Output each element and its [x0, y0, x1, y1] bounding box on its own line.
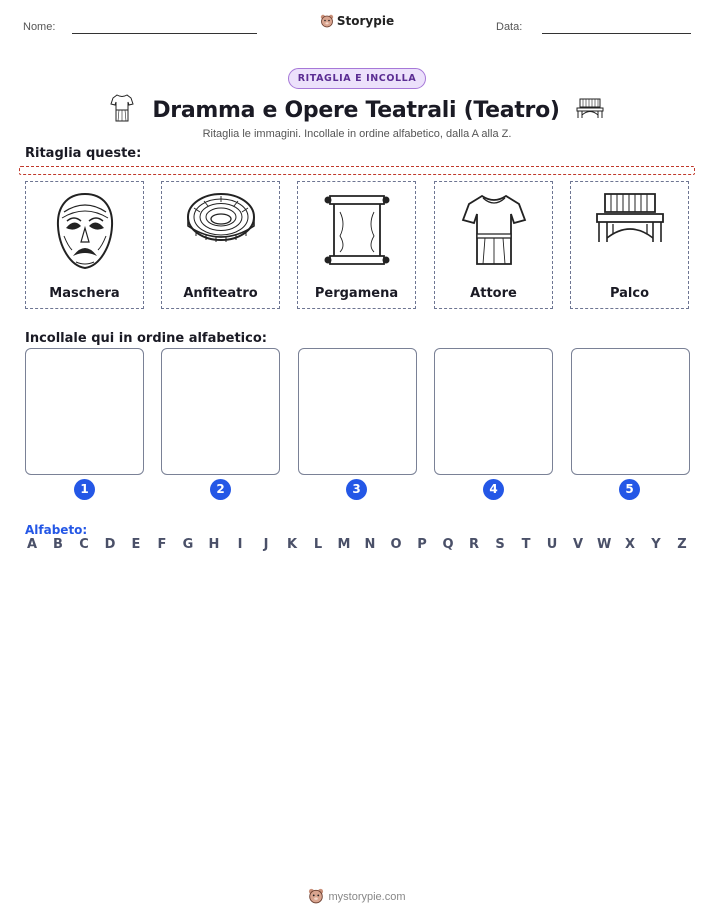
cut-card-palco[interactable] [570, 181, 689, 309]
alphabet-letter: O [390, 537, 402, 552]
cut-card-anfiteatro[interactable] [161, 181, 280, 309]
card-label: Attore [470, 286, 517, 301]
alphabet-letter: B [53, 537, 63, 552]
alphabet-letter: U [546, 537, 558, 552]
alphabet-letter: Y [651, 537, 661, 552]
footer [0, 888, 714, 907]
date-line [542, 33, 691, 34]
date-label: Data: [496, 21, 523, 33]
alphabet-letter: P [417, 537, 427, 552]
alphabet-letter: W [597, 537, 612, 552]
theatre-mask-icon [48, 190, 122, 272]
alphabet-label: Alfabeto: [25, 523, 88, 537]
paste-slot-1[interactable] [25, 348, 144, 475]
alphabet-letter: Z [677, 537, 687, 552]
tunic-icon [110, 93, 134, 127]
alphabet-letter: E [131, 537, 141, 552]
bear-icon [308, 888, 324, 907]
card-label: Palco [609, 286, 650, 301]
slot-number: 1 [74, 479, 95, 500]
alphabet-letter: F [157, 537, 167, 552]
name-line [72, 33, 257, 34]
alphabet-letter: N [364, 537, 376, 552]
paste-slot-2[interactable] [161, 348, 280, 475]
card-label: Pergamena [314, 286, 399, 301]
page-title: Dramma e Opere Teatrali (Teatro) [152, 97, 560, 123]
alphabet-letter: A [26, 537, 38, 552]
slot-number: 2 [210, 479, 231, 500]
alphabet-letter: V [572, 537, 584, 552]
alphabet-letter: H [208, 537, 220, 552]
tunic-icon [457, 190, 531, 272]
instructions: Ritaglia le immagini. Incollale in ordine alfabetico, dalla A alla Z. [202, 128, 512, 140]
brand-name: Storypie [336, 14, 395, 28]
alphabet-letter: K [286, 537, 298, 552]
slot-number: 4 [483, 479, 504, 500]
brand-logo [0, 14, 714, 31]
scroll-icon [320, 190, 394, 272]
alphabet-letter: X [624, 537, 636, 552]
paste-slot-3[interactable] [298, 348, 417, 475]
alphabet-letter: D [104, 537, 116, 552]
header [0, 10, 714, 40]
paste-slot-4[interactable] [434, 348, 553, 475]
cut-section-label: Ritaglia queste: [25, 146, 142, 161]
title-row [0, 93, 714, 125]
paste-slot-5[interactable] [571, 348, 690, 475]
activity-badge: RITAGLIA E INCOLLA [288, 68, 427, 89]
alphabet-letter: R [468, 537, 479, 552]
slot-number: 3 [346, 479, 367, 500]
cut-guide-line [19, 166, 695, 175]
alphabet-letter: T [521, 537, 531, 552]
alphabet-letter: M [337, 537, 351, 552]
badge-wrap [0, 66, 714, 89]
alphabet-letter: L [313, 537, 323, 552]
cut-card-maschera[interactable] [25, 181, 144, 309]
cut-card-attore[interactable] [434, 181, 553, 309]
card-label: Anfiteatro [183, 286, 258, 301]
paste-section-label: Incollale qui in ordine alfabetico: [25, 331, 267, 346]
card-label: Maschera [49, 286, 120, 301]
cut-card-pergamena[interactable] [297, 181, 416, 309]
stage-icon [593, 186, 667, 256]
name-label: Nome: [23, 21, 56, 33]
alphabet-letter: Q [442, 537, 454, 552]
alphabet-letter: C [79, 537, 89, 552]
slot-number: 5 [619, 479, 640, 500]
bear-icon [320, 14, 334, 31]
alphabet-letter: S [495, 537, 505, 552]
alphabet-letter: I [237, 537, 243, 552]
footer-url: mystorypie.com [328, 891, 406, 903]
alphabet-row [25, 537, 689, 552]
alphabet-letter: G [182, 537, 194, 552]
amphitheatre-icon [184, 184, 258, 254]
alphabet-letter: J [263, 537, 269, 552]
stage-icon [576, 96, 604, 124]
